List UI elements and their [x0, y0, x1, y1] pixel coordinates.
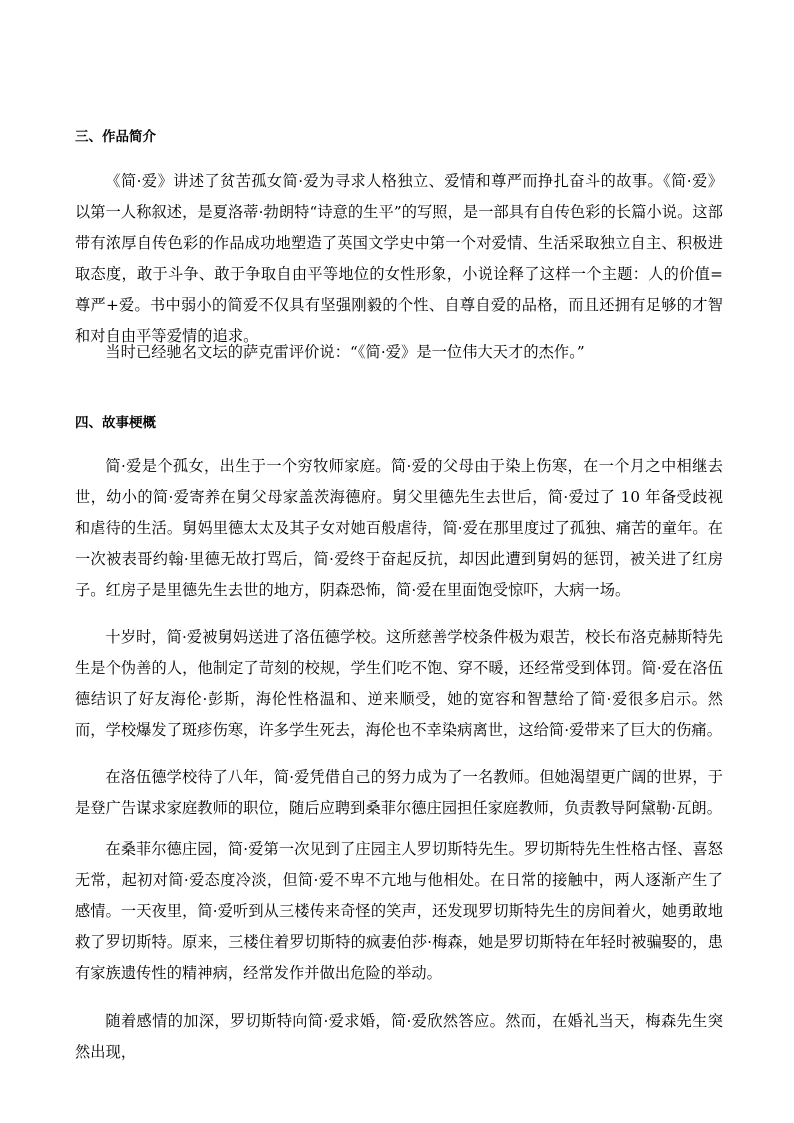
- paragraph-lowood-school: 十岁时，简·爱被舅妈送进了洛伍德学校。这所慈善学校条件极为艰苦，校长布洛克赫斯特先生是个伪善的人，他制定了苛刻的校规，学生们吃不饱、穿不暖，还经常受到体罚。简·爱在洛伍德结识了好友海伦·彭斯，海伦性格温和、逆来顺受，她的宽容和智慧给了简·爱很多启示。然而，学校爆发了斑疹伤寒，许多学生死去，海伦也不幸染病离世，这给简·爱带来了巨大的伤痛。: [75, 628, 723, 739]
- paragraph-intro-summary: 《简·爱》讲述了贫苦孤女简·爱为寻求人格独立、爱情和尊严而挣扎奋斗的故事。《简·爱》以第一人称叙述，是夏洛蒂·勃朗特“诗意的生平”的写照，是一部具有自传色彩的长篇小说。这部带有浓厚自传色彩的作品成功地塑造了英国文学史中第一个对爱情、生活采取独立自主、积极进取态度，敢于斗争、敢于争取自由平等地位的女性形象，小说诠释了这样一个主题：人的价值=尊严+爱。书中弱小的简爱不仅具有坚强刚毅的个性、自尊自爱的品格，而且还拥有足够的才智和对自由平等爱情的追求。: [75, 172, 723, 345]
- paragraph-becoming-teacher: 在洛伍德学校待了八年，简·爱凭借自己的努力成为了一名教师。但她渴望更广阔的世界，于是登广告谋求家庭教师的职位，随后应聘到桑菲尔德庄园担任家庭教师，负责教导阿黛勒·瓦朗。: [75, 768, 723, 817]
- section-heading-work-intro: 三、作品简介: [75, 129, 156, 145]
- paragraph-proposal: 随着感情的加深，罗切斯特向简·爱求婚，简·爱欣然答应。然而，在婚礼当天，梅森先生突然出现，: [75, 1012, 723, 1061]
- paragraph-thornfield: 在桑菲尔德庄园，简·爱第一次见到了庄园主人罗切斯特先生。罗切斯特先生性格古怪、喜怒无常，起初对简·爱态度冷淡，但简·爱不卑不亢地与他相处。在日常的接触中，两人逐渐产生了感情。一天夜里，简·爱听到从三楼传来奇怪的笑声，还发现罗切斯特先生的房间着火，她勇敢地救了罗切斯特。原来，三楼住着罗切斯特的疯妻伯莎·梅森，她是罗切斯特在年轻时被骗娶的，患有家族遗传性的精神病，经常发作并做出危险的举动。: [75, 840, 723, 982]
- paragraph-thackeray-quote: 当时已经驰名文坛的萨克雷评价说：“《简·爱》是一位伟大天才的杰作。”: [105, 343, 585, 361]
- paragraph-childhood: 简·爱是个孤女，出生于一个穷牧师家庭。简·爱的父母由于染上伤寒，在一个月之中相继去世，幼小的简·爱寄养在舅父母家盖茨海德府。舅父里德先生去世后，简·爱过了 10 年备受歧视和虐待的生活。舅妈里德太太及其子女对她百般虐待，简·爱在那里度过了孤独、痛苦的童年。在一次被表哥约翰·里德无故打骂后，简·爱终于奋起反抗，却因此遭到舅妈的惩罚，被关进了红房子。红房子是里德先生去世的地方，阴森恐怖，简·爱在里面饱受惊吓，大病一场。: [75, 457, 723, 599]
- section-heading-story-outline: 四、故事梗概: [75, 415, 156, 431]
